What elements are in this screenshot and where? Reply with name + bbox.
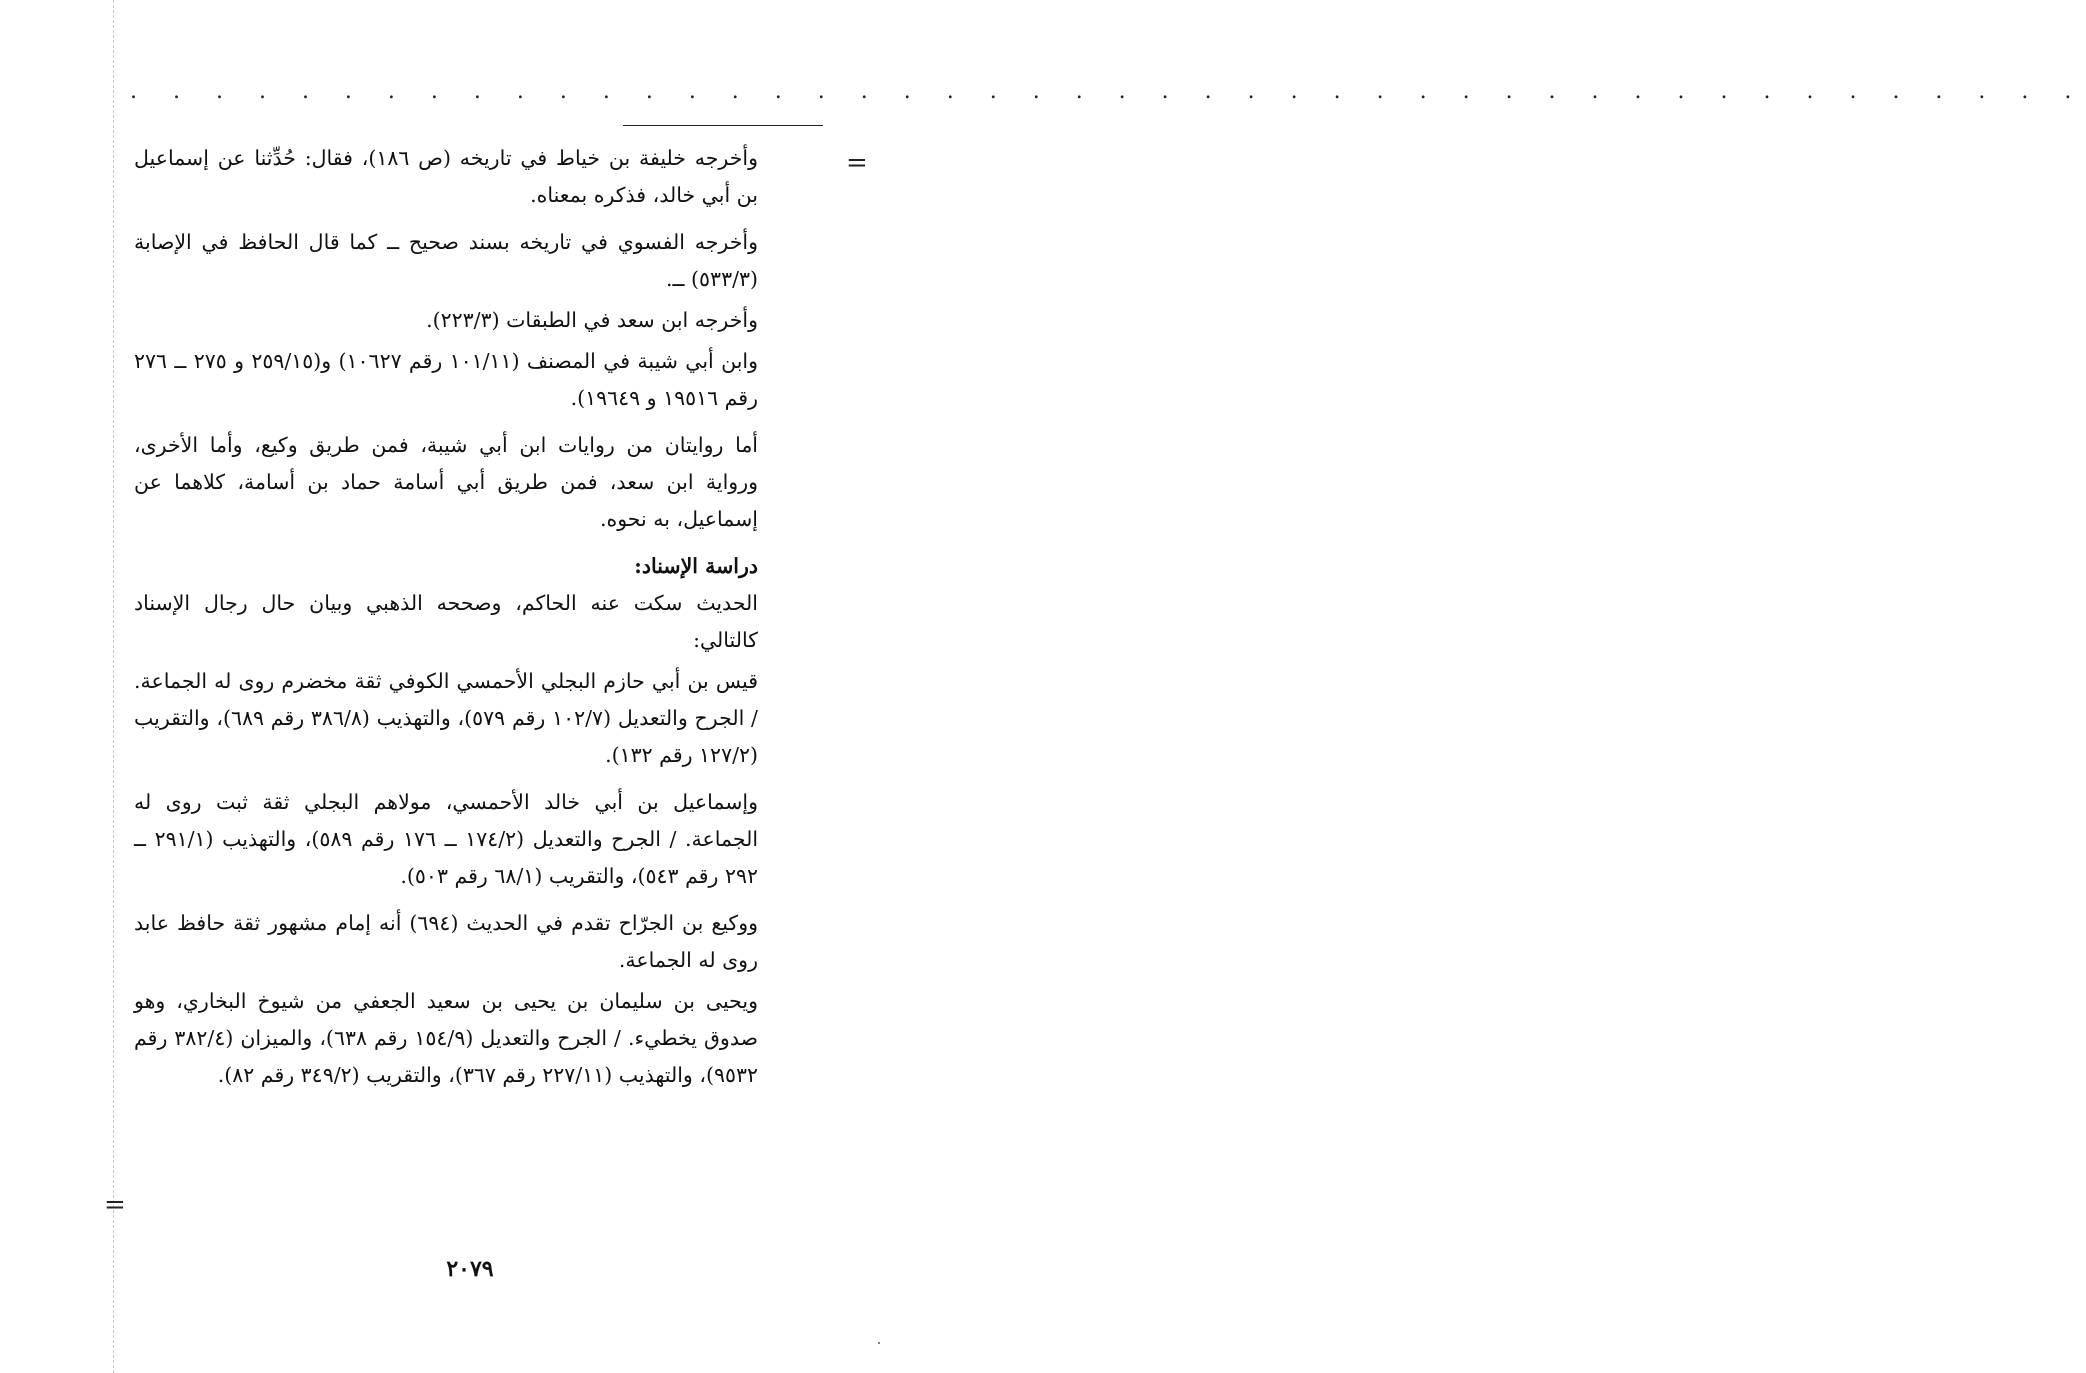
header-dotted-line: . . . . . . . . . . . . . . . . . . . . . . . . . . . . . . . . . . . . . . . . . . . . . .: [130, 79, 2086, 104]
paragraph-ibn-abi-shaybah: وابن أبي شيبة في المصنف (١٠١/١١ رقم ١٠٦٢٧) و(٢٥٩/١٥ و ٢٧٥ ــ ٢٧٦ رقم ١٩٥١٦ و ١٩٦٤٩).: [134, 349, 758, 410]
narrator-yahya: ويحيى بن سليمان بن يحيى بن سعيد الجعفي من شيوخ البخاري، وهو صدوق يخطيء. / الجرح والتعديل (١٥٤/٩ رقم ٦٣٨)، والميزان (٣٨٢/٤ رقم ٩٥٣٢)، والتهذيب (٢٢٧/١١ رقم ٣٦٧)، والتقريب (٣٤٩/٢ رقم ٨٢).: [134, 989, 758, 1087]
study-heading: دراسة الإسناد:: [634, 554, 758, 578]
paragraph-ibn-saad: وأخرجه ابن سعد في الطبقات (٢٢٣/٣).: [426, 308, 758, 332]
paragraph-khalifa: وأخرجه خليفة بن خياط في تاريخه (ص ١٨٦)، فقال: حُدِّثنا عن إسماعيل بن أبي خالد، فذكره بمعناه.: [134, 146, 758, 207]
study-intro: الحديث سكت عنه الحاكم، وصححه الذهبي وبيان حال رجال الإسناد كالتالي:: [134, 591, 758, 652]
paragraph-narrations: أما روايتان من روايات ابن أبي شيبة، فمن طريق وكيع، وأما الأخرى، ورواية ابن سعد، فمن طريق أبي أسامة حماد بن أسامة، كلاهما عن إسماعيل، به نحوه.: [134, 433, 758, 531]
narrator-waki: ووكيع بن الجرّاح تقدم في الحديث (٦٩٤) أنه إمام مشهور ثقة حافظ عابد روى له الجماعة.: [134, 911, 758, 972]
page-number: ٢٠٧٩: [446, 1256, 494, 1282]
footnote-body: [134, 140, 758, 1104]
scan-speck: [878, 1342, 880, 1344]
continuation-mark-top: =: [846, 148, 868, 178]
left-margin-guide: [113, 0, 114, 1373]
continuation-mark-bottom: =: [104, 1190, 126, 1220]
narrator-qays: قيس بن أبي حازم البجلي الأحمسي الكوفي ثقة مخضرم روى له الجماعة. / الجرح والتعديل (١٠٢/٧ رقم ٥٧٩)، والتهذيب (٣٨٦/٨ رقم ٦٨٩)، والتقريب (١٢٧/٢ رقم ١٣٢).: [134, 669, 758, 767]
footnote-separator: [623, 125, 823, 126]
paragraph-fasawi: وأخرجه الفسوي في تاريخه بسند صحيح ــ كما قال الحافظ في الإصابة (٥٣٣/٣) ــ.: [134, 230, 758, 291]
narrator-ismail: وإسماعيل بن أبي خالد الأحمسي، مولاهم البجلي ثقة ثبت روى له الجماعة. / الجرح والتعديل (١٧٤/٢ ــ ١٧٦ رقم ٥٨٩)، والتهذيب (٢٩١/١ ــ ٢٩٢ رقم ٥٤٣)، والتقريب (٦٨/١ رقم ٥٠٣).: [134, 790, 759, 888]
